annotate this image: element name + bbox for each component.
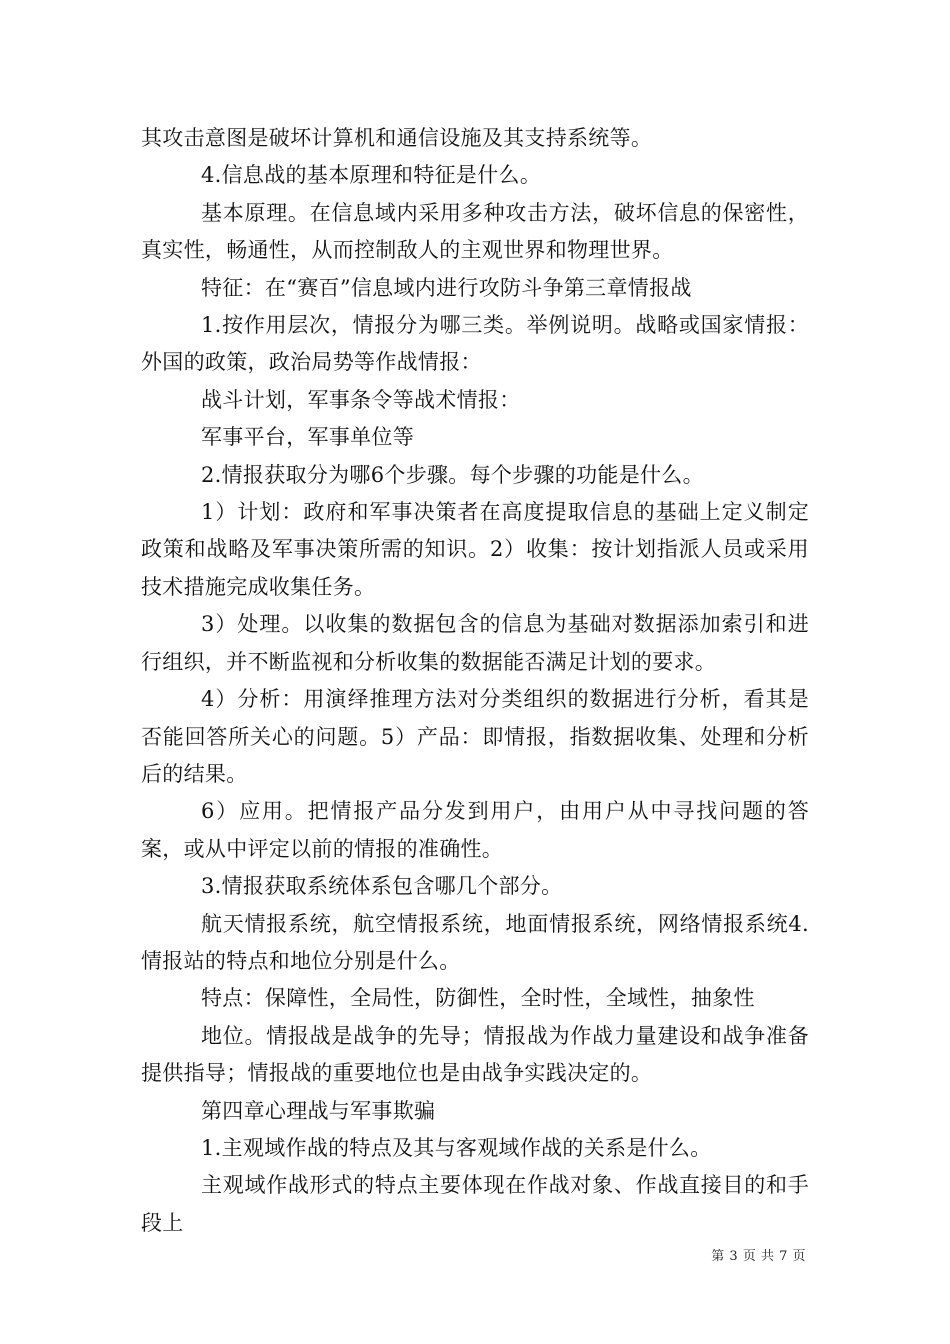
paragraph-2: 4.信息战的基本原理和特征是什么。 xyxy=(201,163,542,188)
paragraph-5: 1.按作用层次，情报分为哪三类。举例说明。战略或国家情报：外国的政策，政治局势等作战情报： xyxy=(141,313,809,375)
paragraph-19: 主观域作战形式的特点主要体现在作战对象、作战直接目的和手段上 xyxy=(141,1173,809,1235)
paragraph-7: 军事平台，军事单位等 xyxy=(201,425,414,450)
paragraph-17: 第四章心理战与军事欺骗 xyxy=(201,1098,436,1123)
paragraph-12: 6）应用。把情报产品分发到用户，由用户从中寻找问题的答案，或从中评定以前的情报的准确性。 xyxy=(141,799,809,861)
paragraph-14: 航天情报系统，航空情报系统，地面情报系统，网络情报系统4.情报站的特点和地位分别是什么。 xyxy=(141,911,809,973)
document-body xyxy=(141,120,809,1242)
paragraph-9: 1）计划：政府和军事决策者在高度提取信息的基础上定义制定政策和战略及军事决策所需的知识。2）收集：按计划指派人员或采用技术措施完成收集任务。 xyxy=(141,500,809,599)
paragraph-16: 地位。情报战是战争的先导；情报战为作战力量建设和战争准备提供指导；情报战的重要地位也是由战争实践决定的。 xyxy=(141,1023,809,1086)
paragraph-6: 战斗计划，军事条令等战术情报： xyxy=(201,387,521,412)
paragraph-10: 3）处理。以收集的数据包含的信息为基础对数据添加索引和进行组织，并不断监视和分析收集的数据能否满足计划的要求。 xyxy=(141,612,809,674)
paragraph-8: 2.情报获取分为哪6个步骤。每个步骤的功能是什么。 xyxy=(201,462,704,487)
paragraph-11: 4）分析：用演绎推理方法对分类组织的数据进行分析，看其是否能回答所关心的问题。5）产品：即情报，指数据收集、处理和分析后的结果。 xyxy=(141,687,809,786)
paragraph-18: 1.主观域作战的特点及其与客观域作战的关系是什么。 xyxy=(201,1135,712,1160)
paragraph-15: 特点：保障性，全局性，防御性，全时性，全域性，抽象性 xyxy=(201,986,755,1011)
paragraph-4: 特征：在“赛百”信息域内进行攻防斗争第三章情报战 xyxy=(201,275,692,300)
paragraph-13: 3.情报获取系统体系包含哪几个部分。 xyxy=(201,874,563,899)
paragraph-1: 其攻击意图是破坏计算机和通信设施及其支持系统等。 xyxy=(141,126,653,150)
page-number-footer: 第 3 页 共 7 页 xyxy=(711,1249,806,1264)
paragraph-3: 基本原理。在信息域内采用多种攻击方法，破坏信息的保密性，真实性，畅通性，从而控制敌人的主观世界和物理世界。 xyxy=(141,200,809,263)
